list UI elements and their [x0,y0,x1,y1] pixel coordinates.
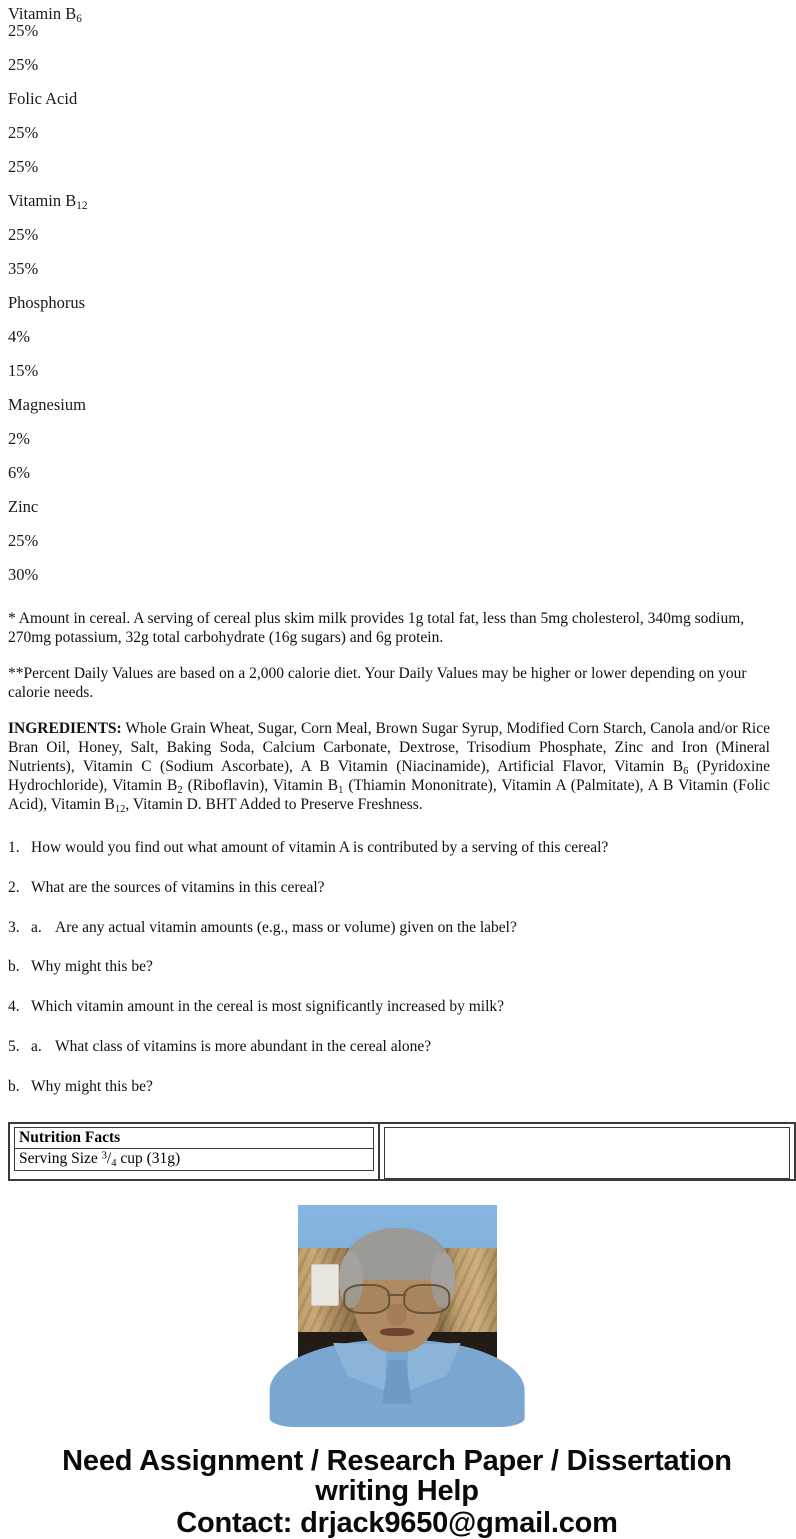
nutrition-facts-left-cell [10,1124,380,1179]
ingredients-part-5: , Vitamin D. BHT Added to Preserve Freshness. [125,796,423,813]
nutrient-row [0,252,794,286]
subscript: 12 [76,200,88,213]
nutrient-label: 35% [8,258,39,278]
serving-size-prefix: Serving Size [19,1150,102,1168]
nutrient-label: 15% [8,360,39,380]
question-marker: 4. [8,998,20,1016]
avatar [298,1205,497,1404]
question-marker: 2. [8,878,20,896]
nutrient-row [0,48,794,82]
serving-size-suffix: cup (31g) [116,1150,181,1168]
question-marker: 5. [8,1037,20,1055]
nutrient-label: 30% [8,564,39,584]
question-list [0,839,794,1096]
nutrition-facts-right-box [384,1127,790,1179]
nutrient-label: Vitamin $B_{12}$ [8,190,88,213]
question-text: How would you find out what amount of vitamin A is contributed by a serving of this cereal? [31,838,609,856]
question-item [0,1038,794,1056]
nutrient-row [0,456,794,490]
nutrition-facts-right-cell [380,1124,794,1179]
nutrient-row [0,422,794,456]
avatar-lens-right [404,1284,451,1314]
ingredients-part-1: Whole Grain Wheat, Sugar, Corn Meal, Brown Sugar Syrup, Modified Corn Starch, Canola and/or Rice Bran Oil, Honey, Salt, Baking Soda, Calcium Carbonate, Dextrose, Trisodium Phosphate, Zinc and Iron (Mineral Nutrients), Vitamin C (Sodium Ascorbate), A B Vitamin (Niacinamide), Artificial Flavor, Vitamin B [8,720,770,776]
question-sub-marker: a. [31,918,42,936]
avatar-background-socket [311,1264,339,1306]
promo-banner [0,1446,794,1539]
question-sub-marker: a. [31,1037,42,1055]
question-text: Are any actual vitamin amounts (e.g., mass or volume) given on the label? [55,918,517,936]
subscript: 2 [177,785,183,797]
avatar-nose [387,1304,407,1326]
subscript: 1 [338,785,344,797]
question-text: Which vitamin amount in the cereal is most significantly increased by milk? [31,998,505,1016]
nutrient-row [0,82,794,116]
nutrient-row [0,320,794,354]
table-row [15,1149,374,1171]
footnote-daily-values: **Percent Daily Values are based on a 2,000 calorie diet. Your Daily Values may be higher or lower depending on your calorie needs. [8,665,747,701]
question-text: What class of vitamins is more abundant in the cereal alone? [55,1037,432,1055]
question-marker: b. [8,1077,20,1095]
nutrient-row [0,116,794,150]
table-row [10,1124,794,1179]
nutrient-label: 4% [8,326,30,346]
nutrition-facts-inner-table [14,1127,374,1172]
nutrient-percent-list [0,0,794,592]
serving-size-denominator: 4 [111,1158,117,1170]
subscript: 12 [114,803,126,815]
nutrient-row [0,0,794,25]
question-item [0,879,794,897]
question-item [0,919,794,937]
nutrient-row [0,354,794,388]
nutrient-row [0,150,794,184]
nutrient-row [0,184,794,218]
nutrient-label: Phosphorus [8,292,86,312]
nutrition-facts-title: Nutrition Facts [15,1127,374,1149]
ingredients-part-4: (Thiamin Mononitrate), Vitamin A (Palmitate), A B Vitamin (Folic Acid), Vitamin B [8,777,770,813]
promo-line-2: Contact: drjack9650@gmail.com [176,1507,618,1539]
question-text: Why might this be? [31,1077,153,1095]
nutrient-label: 25% [8,224,39,244]
question-text: What are the sources of vitamins in this cereal? [31,878,325,896]
question-item [0,958,794,976]
question-marker: b. [8,958,20,976]
nutrient-label: 25% [8,122,39,142]
question-text: Why might this be? [31,958,153,976]
serving-size-slash: / [106,1150,112,1168]
nutrient-label: 25% [8,530,39,550]
nutrient-label: 2% [8,428,30,448]
subscript: 6 [76,13,82,25]
ingredients-part-3: (Riboflavin), Vitamin B [182,777,339,795]
nutrient-row [0,218,794,252]
nutrient-label: 25% [8,20,39,40]
nutrient-row [0,388,794,422]
subscript: 6 [683,766,689,778]
nutrient-label: Folic Acid [8,88,78,108]
question-item [0,1078,794,1096]
serving-size-numerator: 3 [101,1150,107,1162]
avatar-mouth [380,1328,414,1336]
nutrient-label: 25% [8,156,39,176]
avatar-area [0,1205,794,1404]
question-item [0,839,794,857]
ingredients-paragraph [0,720,794,815]
avatar-lens-left [343,1284,390,1314]
nutrient-label: Vitamin $B_6$ [8,3,82,25]
ingredients-part-2: (Pyridoxine Hydrochloride), Vitamin B [8,758,770,795]
nutrient-label: Zinc [8,496,39,516]
nutrient-row [0,490,794,524]
footnote-amount-in-cereal: * Amount in cereal. A serving of cereal plus skim milk provides 1g total fat, less than 5mg cholesterol, 340mg sodium, 270mg potassium, 32g total carbohydrate (16g sugars) and 6g protein. [8,610,745,646]
question-item [0,998,794,1016]
table-row [15,1127,374,1149]
nutrient-row [0,558,794,592]
nutrient-row [0,524,794,558]
nutrient-label: Magnesium [8,394,86,414]
nutrient-label: 6% [8,462,30,482]
question-marker: 1. [8,838,20,856]
serving-size-cell [15,1149,374,1171]
nutrition-facts-table-wrapper [0,1122,794,1179]
nutrition-facts-table [8,1122,796,1181]
promo-line-1: Need Assignment / Research Paper / Dissertation writing Help [62,1444,732,1508]
nutrient-row [0,286,794,320]
ingredients-heading: INGREDIENTS: [8,720,122,738]
question-marker: 3. [8,918,20,936]
nutrient-label: 25% [8,54,39,74]
nutrient-row [0,14,794,48]
